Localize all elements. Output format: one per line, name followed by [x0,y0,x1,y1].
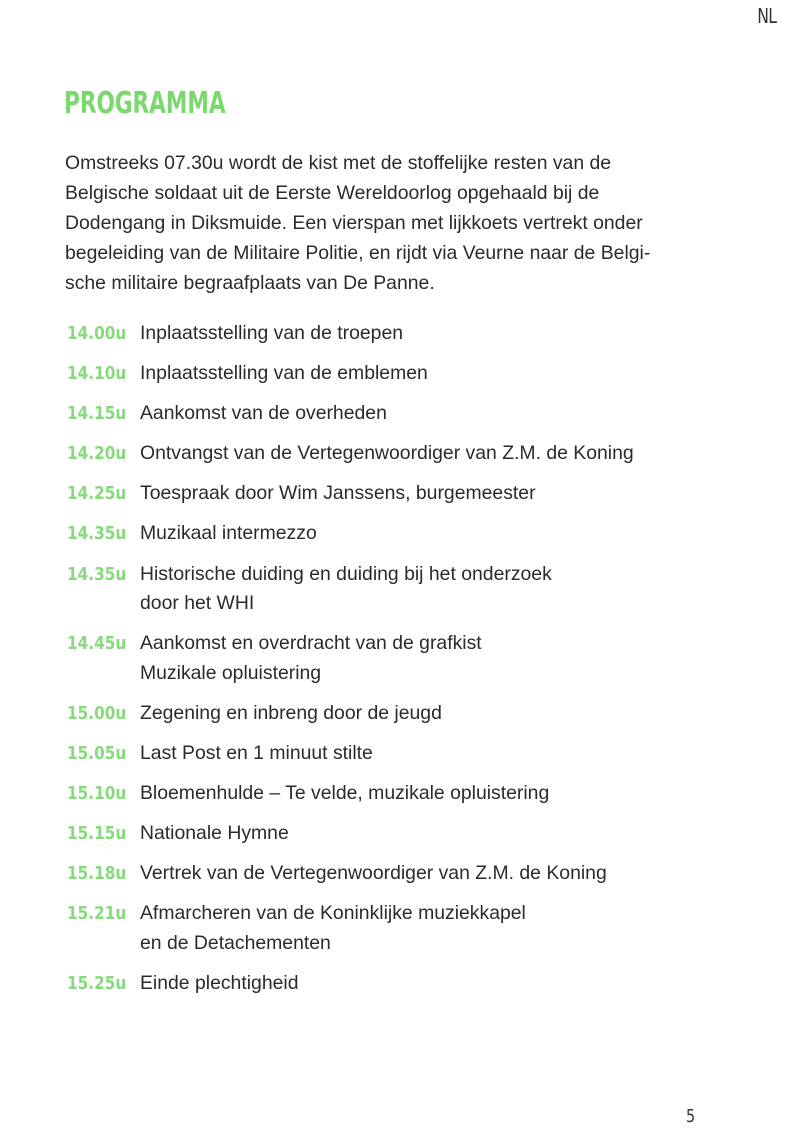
intro-line: begeleiding van de Militaire Politie, en rijdt via Veurne naar de Belgi- [65,242,651,264]
schedule-line: Zegening en inbreng door de jeugd [140,701,442,724]
schedule-description [140,359,428,389]
schedule-line: Muzikale opluistering [140,661,322,684]
schedule-time: 15.10u [67,782,127,804]
schedule-item [67,629,767,688]
schedule-time: 15.05u [67,742,127,764]
schedule-description [140,699,442,729]
schedule-line: Einde plechtigheid [140,971,299,994]
schedule-line: Nationale Hymne [140,822,289,845]
schedule-time: 15.18u [67,863,127,885]
schedule-line: Bloemenhulde – Te velde, muzikale opluistering [140,781,550,804]
schedule-time: 14.45u [67,633,127,655]
schedule-line: Inplaatsstelling van de troepen [140,322,404,344]
schedule-time: 14.10u [67,363,127,385]
schedule-item [67,739,767,769]
schedule-item [67,439,767,469]
schedule-item [67,399,767,429]
language-marker: NL [757,4,776,28]
schedule-description [140,739,373,769]
schedule-item [67,899,767,958]
schedule-time: 14.00u [67,323,127,344]
schedule-description [140,629,482,688]
schedule-item [67,819,767,849]
schedule-item [67,519,767,549]
schedule-time: 14.15u [67,403,127,425]
schedule-description [140,819,289,849]
intro-line: Dodengang in Diksmuide. Een vierspan met lijkkoets vertrekt onder [65,212,643,234]
intro-line: sche militaire begraafplaats van De Panne. [65,272,435,294]
intro-line: Belgische soldaat uit de Eerste Wereldoorlog opgehaald bij de [65,182,600,204]
schedule-description [140,899,526,958]
schedule-time: 14.35u [67,563,127,585]
schedule-description [140,439,634,469]
schedule-time: 15.21u [67,903,127,925]
schedule-item [67,359,767,389]
schedule-item [67,319,767,349]
schedule-line: Inplaatsstelling van de emblemen [140,362,428,385]
schedule-item [67,560,767,619]
schedule-item [67,859,767,889]
schedule-line: Aankomst van de overheden [140,402,387,425]
schedule-line: Toespraak door Wim Janssens, burgemeester [140,482,536,505]
schedule-time: 14.25u [67,483,127,505]
schedule-line: Muzikaal intermezzo [140,522,317,545]
schedule-time: 14.20u [67,443,127,465]
schedule-line: Afmarcheren van de Koninklijke muziekkapel [140,902,526,925]
page-number: 5 [686,1106,696,1127]
schedule-description [140,519,317,549]
schedule-description [140,399,387,429]
schedule-description [140,479,536,509]
schedule-time: 15.25u [67,972,127,994]
schedule-line: Vertrek van de Vertegenwoordiger van Z.M. de Koning [140,862,607,885]
intro-line: Omstreeks 07.30u wordt de kist met de stoffelijke resten van de [65,152,612,174]
page-title: PROGRAMMA [64,86,226,121]
schedule-item [67,479,767,509]
schedule-line: Ontvangst van de Vertegenwoordiger van Z.M. de Koning [140,442,634,465]
schedule-list [67,319,767,1009]
schedule-time: 15.15u [67,823,127,845]
schedule-description [140,969,298,999]
schedule-line: Historische duiding en duiding bij het onderzoek [140,562,552,585]
schedule-time: 15.00u [67,702,127,724]
schedule-line: Aankomst en overdracht van de grafkist [140,632,482,655]
schedule-line: en de Detachementen [140,931,331,954]
schedule-description [140,560,552,619]
schedule-description [140,319,403,349]
schedule-line: door het WHI [140,592,255,615]
schedule-item [67,779,767,809]
schedule-time: 14.35u [67,523,127,545]
intro-paragraph [65,148,705,298]
schedule-line: Last Post en 1 minuut stilte [140,741,373,764]
schedule-item [67,969,767,999]
schedule-item [67,699,767,729]
schedule-description [140,859,607,889]
schedule-description [140,779,549,809]
